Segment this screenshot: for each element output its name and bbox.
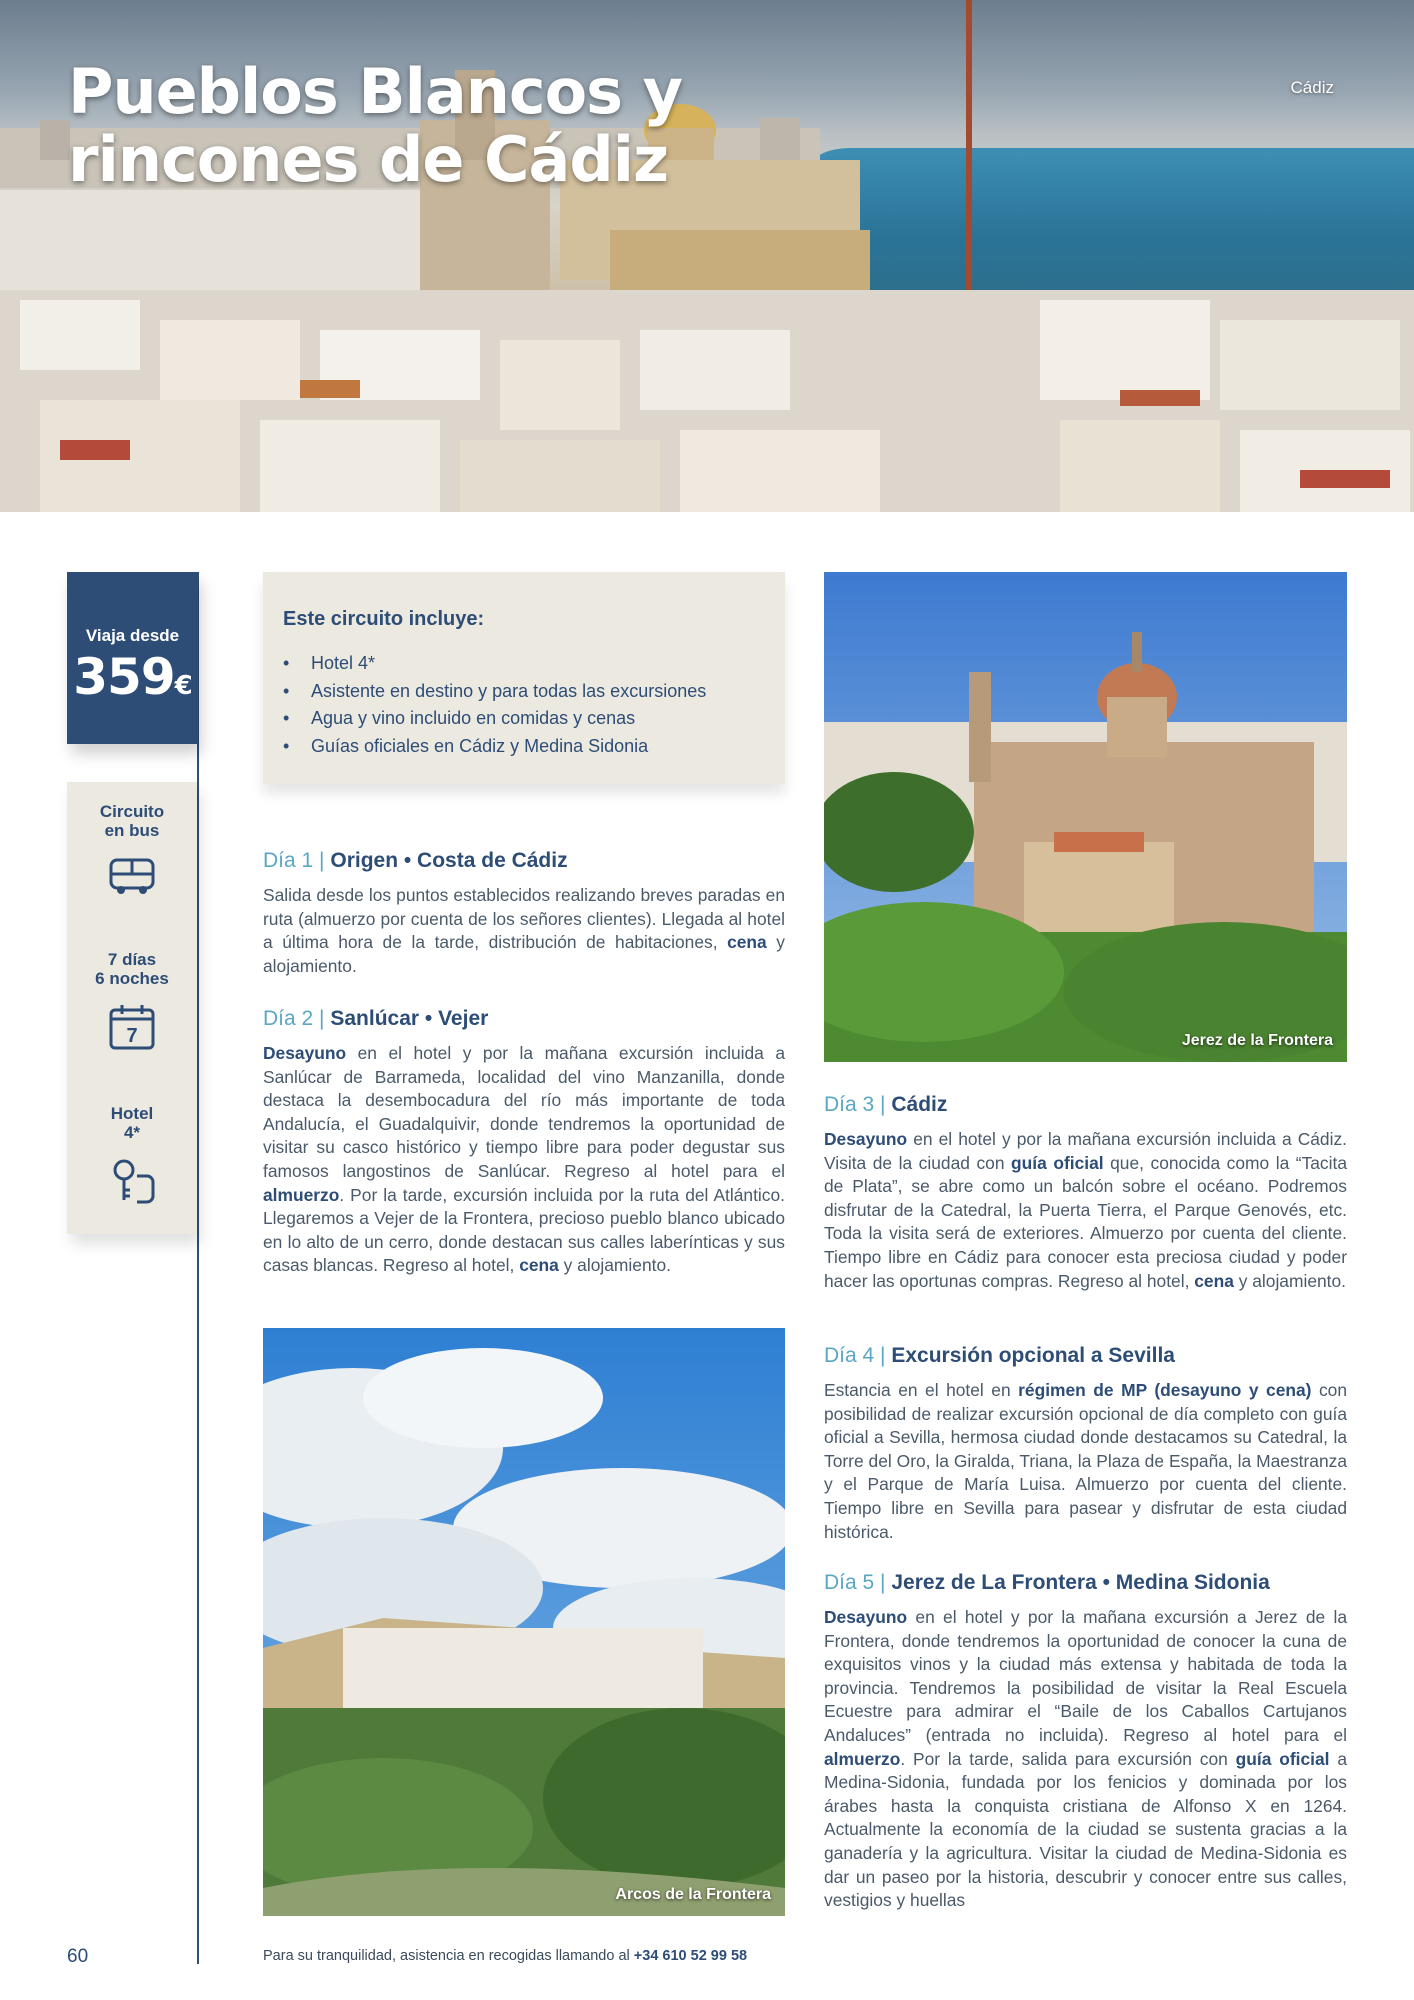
photo-arcos xyxy=(263,1328,785,1916)
page-title-line-1: Pueblos Blancos y xyxy=(68,55,683,128)
feature-circuit-line1: Circuito xyxy=(99,802,165,821)
day-1-heading: Día 1 | Origen • Costa de Cádiz xyxy=(263,849,568,872)
day-3-block xyxy=(824,1092,1347,1293)
price-value xyxy=(67,650,198,713)
day-3-title: Cádiz xyxy=(891,1093,948,1116)
feature-duration xyxy=(67,950,197,1052)
day-3-text: Desayuno en el hotel y por la mañana excursión incluida a Cádiz. Visita de la ciudad con guía oficial que, conocida como la “Tacita de Plata”, se abre como un balcón sobre el océano. Podremos disfrutar de la Catedral, la Puerta Tierra, el Parque Genovés, etc. Toda la visita será de exteriores. Almuerzo por cuenta del cliente. Tiempo libre en Cádiz para conocer esta preciosa ciudad y poder hacer las oportunas compras. Regreso al hotel, cena y alojamiento. xyxy=(824,1129,1347,1291)
jerez-caption: Jerez de la Frontera xyxy=(1181,1032,1333,1049)
feature-duration-line2: 6 noches xyxy=(95,969,169,988)
calendar-icon-number: 7 xyxy=(126,1025,138,1047)
price-box xyxy=(67,572,198,744)
includes-box xyxy=(263,572,785,784)
day-5-text: Desayuno en el hotel y por la mañana excursión a Jerez de la Frontera, donde tendremos la oportunidad de conocer la cuna de exquisitos vinos y la ciudad más extensa y habitada de toda la provincia. Tendremos la posibilidad de visitar la Real Escuela Ecuestre para admirar el “Baile de los Caballos Cartujanos Andaluces” (entrada no incluida). Regreso al hotel para el almuerzo. Por la tarde, salida para excursión con guía oficial a Medina-Sidonia, fundada por los fenicios y dominada por los árabes hasta la conquista cristiana de Alfonso X en 1264. Actualmente la economía de la ciudad se sustenta gracias a la ganadería y la agricultura. Visitar la ciudad de Medina-Sidonia es dar un paseo por la historia, descubrir y conocer entre sus calles, vestigios y huellas xyxy=(824,1607,1347,1911)
day-1-block xyxy=(263,848,785,978)
feature-duration-line1: 7 días xyxy=(107,950,157,969)
day-5-heading: Día 5 | Jerez de La Frontera • Medina Sidonia xyxy=(824,1571,1270,1594)
feature-hotel-line1: Hotel xyxy=(110,1104,154,1123)
includes-title: Este circuito incluye: xyxy=(283,608,485,630)
price-currency: € xyxy=(174,671,192,701)
day-4-block xyxy=(824,1343,1347,1544)
day-2-text: Desayuno en el hotel y por la mañana excursión incluida a Sanlúcar de Barrameda, localidad del vino Manzanilla, donde destaca la desembocadura del río más importante de toda Andalucía, el Guadalquivir, donde tendremos la oportunidad de visitar su casco histórico y tiempo libre para poder degustar sus famosos langostinos de Sanlúcar. Regreso al hotel para el almuerzo. Por la tarde, excursión incluida por la ruta del Atlántico. Llegaremos a Vejer de la Frontera, precioso pueblo blanco ubicado en lo alto de un cerro, donde destacan sus calles laberínticas y sus casas blancas. Regreso al hotel, cena y alojamiento. xyxy=(263,1043,785,1276)
sidebar-divider xyxy=(197,572,199,1964)
features-panel xyxy=(67,782,197,1234)
day-1-title: Origen • Costa de Cádiz xyxy=(330,849,568,872)
includes-list xyxy=(283,650,706,760)
hero-banner xyxy=(0,0,1414,512)
day-5-block xyxy=(824,1570,1347,1913)
feature-hotel-line2: 4* xyxy=(123,1123,141,1142)
hotel-key-icon xyxy=(107,1156,157,1206)
day-4-number: Día 4 xyxy=(824,1344,875,1367)
bus-icon xyxy=(107,854,157,898)
footer-note-text: Para su tranquilidad, asistencia en recogidas llamando al xyxy=(263,1948,630,1964)
footer-phone: +34 610 52 99 58 xyxy=(633,1948,748,1964)
day-3-number: Día 3 xyxy=(824,1093,875,1116)
page-number: 60 xyxy=(67,1946,89,1967)
arcos-caption: Arcos de la Frontera xyxy=(615,1886,771,1903)
price-amount: 359 xyxy=(73,648,175,706)
feature-circuit xyxy=(67,802,197,898)
day-2-block xyxy=(263,1006,785,1278)
region-label: Cádiz xyxy=(1290,78,1334,97)
day-2-heading: Día 2 | Sanlúcar • Vejer xyxy=(263,1007,489,1030)
day-2-title: Sanlúcar • Vejer xyxy=(330,1007,489,1030)
page-title-line-2: rincones de Cádiz xyxy=(68,123,669,196)
includes-item: • Agua y vino incluido en comidas y cenas xyxy=(283,705,706,733)
feature-circuit-line2: en bus xyxy=(104,821,160,840)
day-4-heading: Día 4 | Excursión opcional a Sevilla xyxy=(824,1344,1175,1367)
day-3-heading: Día 3 | Cádiz xyxy=(824,1093,948,1116)
footer-note xyxy=(263,1948,747,1964)
day-2-number: Día 2 xyxy=(263,1007,314,1030)
day-4-text: Estancia en el hotel en régimen de MP (desayuno y cena) con posibilidad de realizar excursión opcional de día completo con guía oficial a Sevilla, hermosa ciudad donde destacamos su Catedral, la Torre del Oro, la Giralda, Triana, la Plaza de España, la Maestranza y el Parque de María Luisa. Almuerzo por cuenta del cliente. Tiempo libre en Sevilla para pasear y disfrutar de esta ciudad histórica. xyxy=(824,1380,1348,1542)
day-5-number: Día 5 xyxy=(824,1571,875,1594)
calendar-icon xyxy=(107,1002,157,1052)
photo-jerez xyxy=(824,572,1347,1062)
includes-item: • Guías oficiales en Cádiz y Medina Sidonia xyxy=(283,733,706,761)
page-title xyxy=(68,55,683,196)
day-4-title: Excursión opcional a Sevilla xyxy=(891,1344,1175,1367)
price-label: Viaja desde xyxy=(85,626,180,645)
day-5-title: Jerez de La Frontera • Medina Sidonia xyxy=(891,1571,1270,1594)
day-1-number: Día 1 xyxy=(263,849,314,872)
arcos-image xyxy=(263,1328,785,1916)
includes-item: • Hotel 4* xyxy=(283,650,706,678)
day-1-text: Salida desde los puntos establecidos realizando breves paradas en ruta (almuerzo por cuenta de los señores clientes). Llegada al hotel a última hora de la tarde, distribución de habitaciones, cena y alojamiento. xyxy=(263,885,785,976)
jerez-image xyxy=(824,572,1347,1062)
includes-item: • Asistente en destino y para todas las excursiones xyxy=(283,678,706,706)
feature-hotel xyxy=(67,1104,197,1206)
